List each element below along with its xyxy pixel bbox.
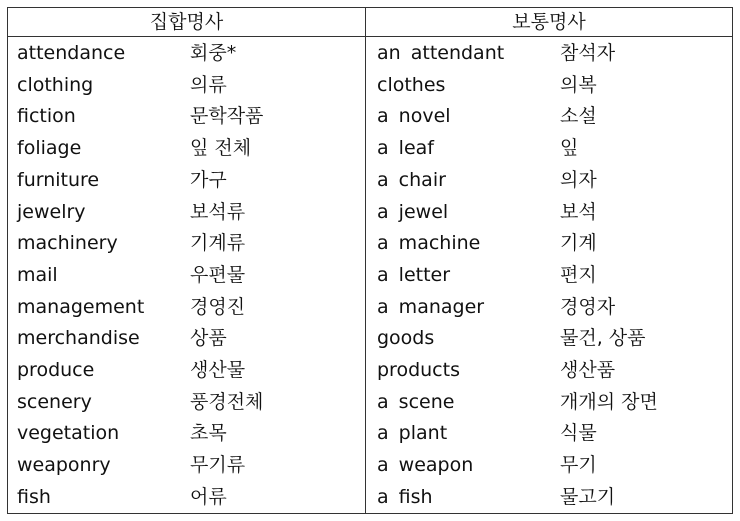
common-noun-korean: 의자 [560, 168, 597, 191]
table-row [8, 38, 732, 70]
table-row [8, 260, 732, 292]
common-noun-english: a manager [377, 295, 485, 318]
noun-comparison-table [7, 7, 733, 514]
common-noun-korean: 무기 [560, 454, 597, 477]
collective-noun-english: merchandise [17, 327, 140, 350]
common-noun-korean: 경영자 [560, 295, 616, 318]
common-noun-korean: 참석자 [560, 42, 616, 64]
table-row [8, 165, 732, 197]
table-row [8, 482, 732, 514]
collective-noun-korean: 생산물 [190, 359, 246, 381]
common-noun-korean: 편지 [560, 263, 597, 286]
collective-noun-korean: 경영진 [190, 295, 246, 318]
common-noun-english: a leaf [377, 137, 434, 160]
common-noun-english: a novel [377, 105, 451, 128]
collective-noun-korean: 무기류 [190, 454, 246, 477]
table-row [8, 323, 732, 355]
collective-noun-english: produce [17, 359, 95, 381]
collective-noun-english: vegetation [17, 422, 120, 445]
collective-noun-korean: 기계류 [190, 232, 246, 255]
collective-noun-english: scenery [17, 390, 92, 413]
common-noun-korean: 보석 [560, 200, 597, 223]
collective-noun-korean: 우편물 [190, 263, 246, 286]
common-noun-korean: 개개의 장면 [560, 390, 658, 413]
common-noun-english: a plant [377, 422, 448, 445]
collective-noun-korean: 초목 [190, 422, 227, 445]
common-noun-korean: 생산품 [560, 359, 616, 381]
common-noun-english: a scene [377, 390, 455, 413]
collective-noun-english: attendance [17, 42, 126, 64]
collective-noun-english: weaponry [17, 454, 111, 477]
common-noun-english: an attendant [377, 42, 505, 64]
collective-noun-korean: 잎 전체 [190, 137, 252, 160]
header-collective-nouns: 집합명사 [149, 11, 224, 33]
collective-noun-english: machinery [17, 232, 118, 255]
collective-noun-korean: 보석류 [190, 200, 246, 223]
collective-noun-english: mail [17, 263, 58, 286]
common-noun-english: goods [377, 327, 435, 350]
common-noun-korean: 물고기 [560, 485, 616, 508]
common-noun-english: clothes [377, 73, 446, 96]
table-row [8, 355, 732, 387]
table-row [8, 197, 732, 229]
table-row [8, 228, 732, 260]
table-row [8, 418, 732, 450]
common-noun-english: a jewel [377, 200, 449, 223]
collective-noun-english: fiction [17, 105, 76, 128]
table-row [8, 387, 732, 419]
table-header-row [8, 8, 732, 37]
collective-noun-korean: 의류 [190, 73, 227, 96]
collective-noun-korean: 회중* [190, 42, 237, 64]
common-noun-english: a weapon [377, 454, 474, 477]
common-noun-korean: 기계 [560, 232, 597, 255]
collective-noun-korean: 어류 [190, 485, 227, 508]
table-row [8, 101, 732, 133]
collective-noun-english: furniture [17, 168, 100, 191]
common-noun-english: products [377, 359, 460, 381]
table-row [8, 450, 732, 482]
common-noun-korean: 물건, 상품 [560, 327, 646, 350]
common-noun-english: a machine [377, 232, 481, 255]
collective-noun-korean: 가구 [190, 168, 227, 191]
table-row [8, 133, 732, 165]
collective-noun-korean: 문학작품 [190, 105, 264, 128]
collective-noun-korean: 풍경전체 [190, 390, 264, 413]
collective-noun-english: fish [17, 485, 51, 508]
header-common-nouns: 보통명사 [512, 11, 586, 33]
common-noun-english: a chair [377, 168, 446, 191]
common-noun-english: a fish [377, 485, 433, 508]
common-noun-korean: 의복 [560, 73, 597, 96]
collective-noun-english: management [17, 295, 145, 318]
collective-noun-english: clothing [17, 73, 94, 96]
common-noun-korean: 소설 [560, 105, 597, 128]
collective-noun-english: foliage [17, 137, 82, 160]
common-noun-korean: 식물 [560, 422, 597, 445]
collective-noun-korean: 상품 [190, 327, 227, 350]
common-noun-korean: 잎 [560, 137, 579, 160]
common-noun-english: a letter [377, 263, 451, 286]
table-row [8, 292, 732, 324]
collective-noun-english: jewelry [17, 200, 86, 223]
table-row [8, 70, 732, 102]
